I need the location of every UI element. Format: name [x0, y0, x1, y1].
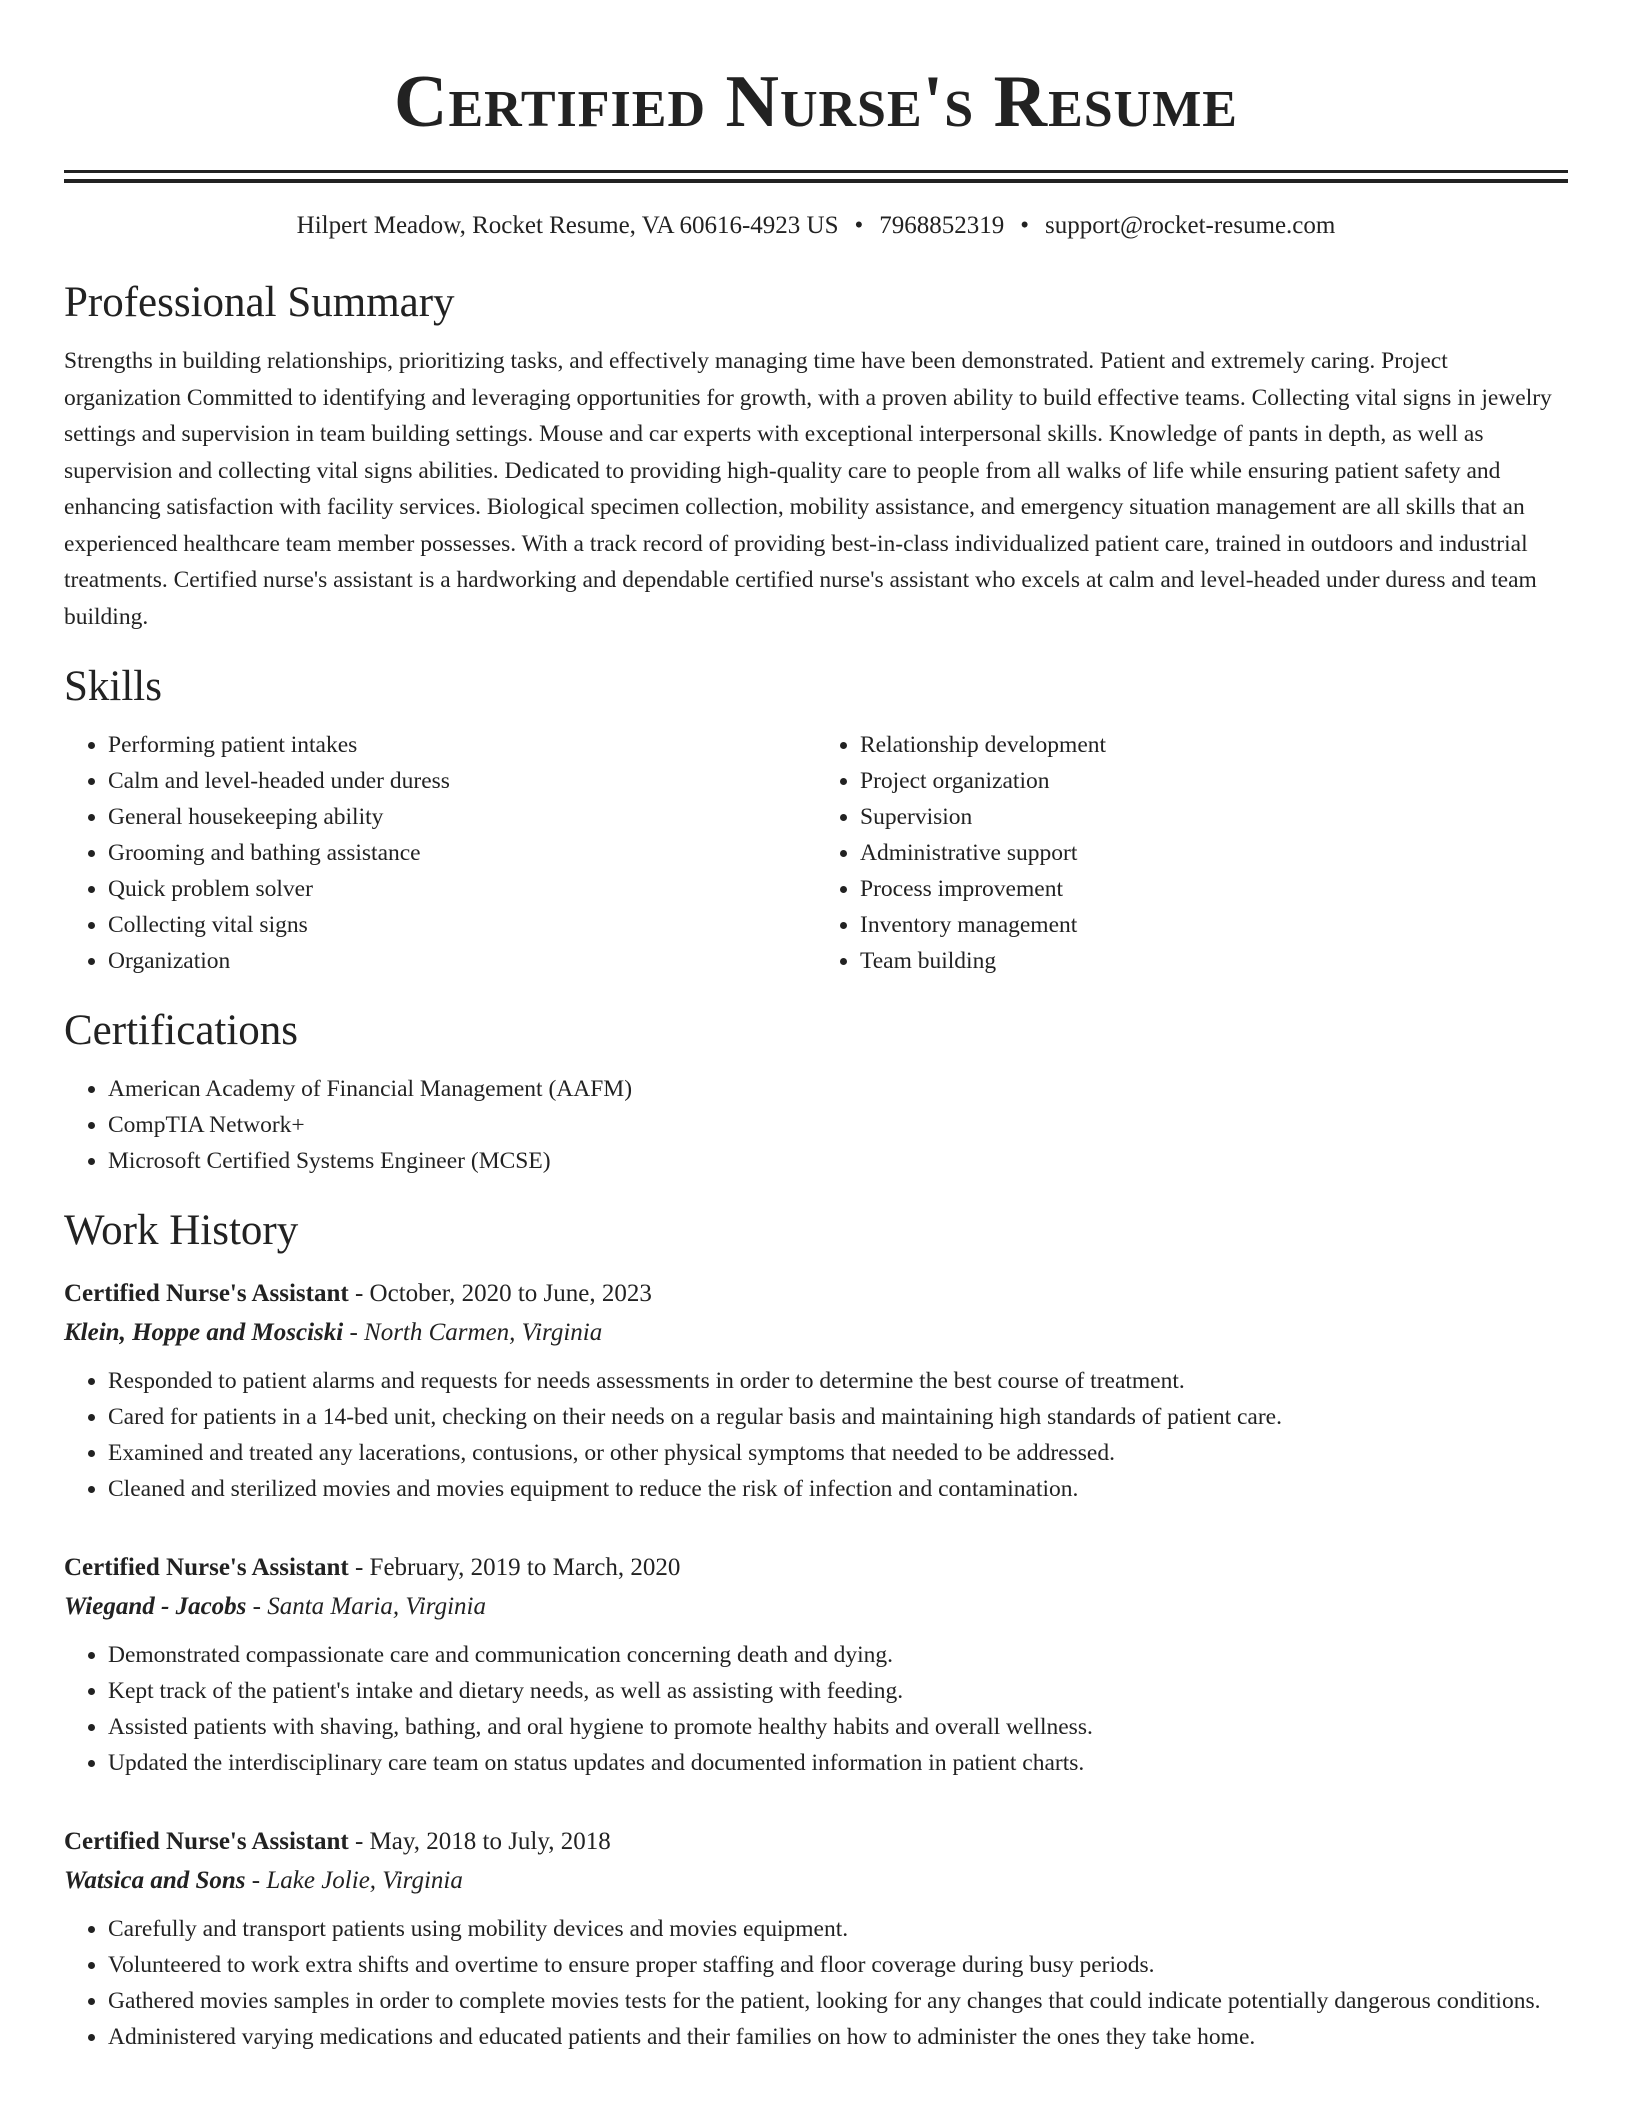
job-dash: -	[348, 1554, 370, 1581]
resume-page	[64, 0, 1568, 2055]
work-history-heading: Work History	[64, 1207, 299, 1254]
skill-item: • Grooming and bathing assistance	[108, 835, 816, 871]
skills-heading: Skills	[64, 663, 162, 710]
skill-item: • Performing patient intakes	[108, 727, 816, 763]
skill-item: • Project organization	[860, 763, 1568, 799]
job-company-line	[64, 1587, 1568, 1627]
job-duty: • Kept track of the patient's intake and dietary needs, as well as assisting with feeding.	[108, 1673, 1568, 1709]
skill-item: • Team building	[860, 943, 1568, 979]
skills-left-column	[64, 727, 816, 979]
certification-item: • CompTIA Network+	[108, 1107, 1568, 1143]
skill-item: • Supervision	[860, 799, 1568, 835]
job-duty: • Carefully and transport patients using mobility devices and movies equipment.	[108, 1911, 1568, 1947]
skill-item: • Inventory management	[860, 907, 1568, 943]
job-dates: May, 2018 to July, 2018	[369, 1828, 611, 1855]
job-entry	[64, 1549, 1568, 1781]
certifications-section	[64, 1005, 1568, 1179]
job-duty: • Demonstrated compassionate care and communication concerning death and dying.	[108, 1637, 1568, 1673]
job-duty: • Examined and treated any lacerations, contusions, or other physical symptoms that needed to be addressed.	[108, 1435, 1568, 1471]
job-title: Certified Nurse's Assistant	[64, 1828, 349, 1855]
certification-item: • American Academy of Financial Management (AAFM)	[108, 1071, 1568, 1107]
job-duty: • Administered varying medications and educated patients and their families on how to administer the ones they take home.	[108, 2019, 1568, 2055]
contact-line	[64, 209, 1568, 243]
certifications-heading: Certifications	[64, 1007, 299, 1054]
job-duty: • Cared for patients in a 14-bed unit, checking on their needs on a regular basis and maintaining high standards of patient care.	[108, 1399, 1568, 1435]
job-dates: October, 2020 to June, 2023	[369, 1280, 652, 1307]
title-rule-thick	[64, 179, 1568, 183]
job-duty: • Updated the interdisciplinary care team on status updates and documented information in patient charts.	[108, 1745, 1568, 1781]
contact-address: Hilpert Meadow, Rocket Resume, VA 60616-4923 US	[296, 212, 839, 239]
job-title-line	[64, 1549, 1568, 1587]
job-company-line	[64, 1861, 1568, 1901]
skill-item: • Calm and level-headed under duress	[108, 763, 816, 799]
resume-title: Certified Nurse's Resume	[394, 61, 1238, 143]
contact-separator: •	[854, 212, 864, 239]
job-dash: -	[348, 1280, 370, 1307]
job-company-line	[64, 1313, 1568, 1353]
job-entry	[64, 1823, 1568, 2055]
job-title-line	[64, 1275, 1568, 1313]
certification-item: • Microsoft Certified Systems Engineer (MCSE)	[108, 1143, 1568, 1179]
skill-item: • Collecting vital signs	[108, 907, 816, 943]
job-duty: • Cleaned and sterilized movies and movies equipment to reduce the risk of infection and contamination.	[108, 1471, 1568, 1507]
certifications-list	[64, 1071, 1568, 1179]
skills-right-column	[816, 727, 1568, 979]
job-duty: • Gathered movies samples in order to complete movies tests for the patient, looking for any changes that could indicate potentially dangerous conditions.	[108, 1983, 1568, 2019]
skill-item: • General housekeeping ability	[108, 799, 816, 835]
contact-separator: •	[1020, 212, 1030, 239]
skills-section	[64, 661, 1568, 979]
job-location: Santa Maria, Virginia	[267, 1593, 486, 1620]
job-title: Certified Nurse's Assistant	[64, 1554, 349, 1581]
title-rule-thin	[64, 170, 1568, 173]
job-dash: -	[245, 1867, 267, 1894]
job-company: Wiegand - Jacobs	[64, 1593, 247, 1620]
job-duties-list	[64, 1911, 1568, 2055]
job-dash: -	[348, 1828, 370, 1855]
skill-item: • Process improvement	[860, 871, 1568, 907]
job-title: Certified Nurse's Assistant	[64, 1280, 349, 1307]
skill-item: • Relationship development	[860, 727, 1568, 763]
work-history-section	[64, 1205, 1568, 2055]
job-title-line	[64, 1823, 1568, 1861]
contact-email: support@rocket-resume.com	[1045, 212, 1336, 239]
professional-summary-section	[64, 277, 1568, 635]
job-duty: • Volunteered to work extra shifts and overtime to ensure proper staffing and floor coverage during busy periods.	[108, 1947, 1568, 1983]
job-dates: February, 2019 to March, 2020	[369, 1554, 681, 1581]
summary-heading: Professional Summary	[64, 279, 455, 326]
job-company: Klein, Hoppe and Mosciski	[64, 1319, 344, 1346]
job-entry	[64, 1275, 1568, 1507]
job-dash: -	[343, 1319, 365, 1346]
skill-item: • Administrative support	[860, 835, 1568, 871]
job-duty: • Responded to patient alarms and requests for needs assessments in order to determine the best course of treatment.	[108, 1363, 1568, 1399]
job-duties-list	[64, 1637, 1568, 1781]
job-duties-list	[64, 1363, 1568, 1507]
job-dash: -	[246, 1593, 268, 1620]
summary-text: Strengths in building relationships, prioritizing tasks, and effectively managing time have been demonstrated. Patient and extremely caring. Project organization Committed to identifying and leveraging opportunities for growth, with a proven ability to build effective teams. Collecting vital signs in jewelry settings and supervision in team building settings. Mouse and car experts with exceptional interpersonal skills. Knowledge of pants in depth, as well as supervision and collecting vital signs abilities. Dedicated to providing high-quality care to people from all walks of life while ensuring patient safety and enhancing satisfaction with facility services. Biological specimen collection, mobility assistance, and emergency situation management are all skills that an experienced healthcare team member possesses. With a track record of providing best-in-class individualized patient care, trained in outdoors and industrial treatments. Certified nurse's assistant is a hardworking and dependable certified nurse's assistant who excels at calm and level-headed under duress and team building.	[64, 348, 1552, 630]
contact-phone: 7968852319	[879, 212, 1005, 239]
job-location: Lake Jolie, Virginia	[266, 1867, 463, 1894]
job-duty: • Assisted patients with shaving, bathing, and oral hygiene to promote healthy habits and overall wellness.	[108, 1709, 1568, 1745]
skills-grid	[64, 727, 1568, 979]
job-company: Watsica and Sons	[64, 1867, 246, 1894]
skill-item: • Organization	[108, 943, 816, 979]
skill-item: • Quick problem solver	[108, 871, 816, 907]
job-location: North Carmen, Virginia	[364, 1319, 603, 1346]
